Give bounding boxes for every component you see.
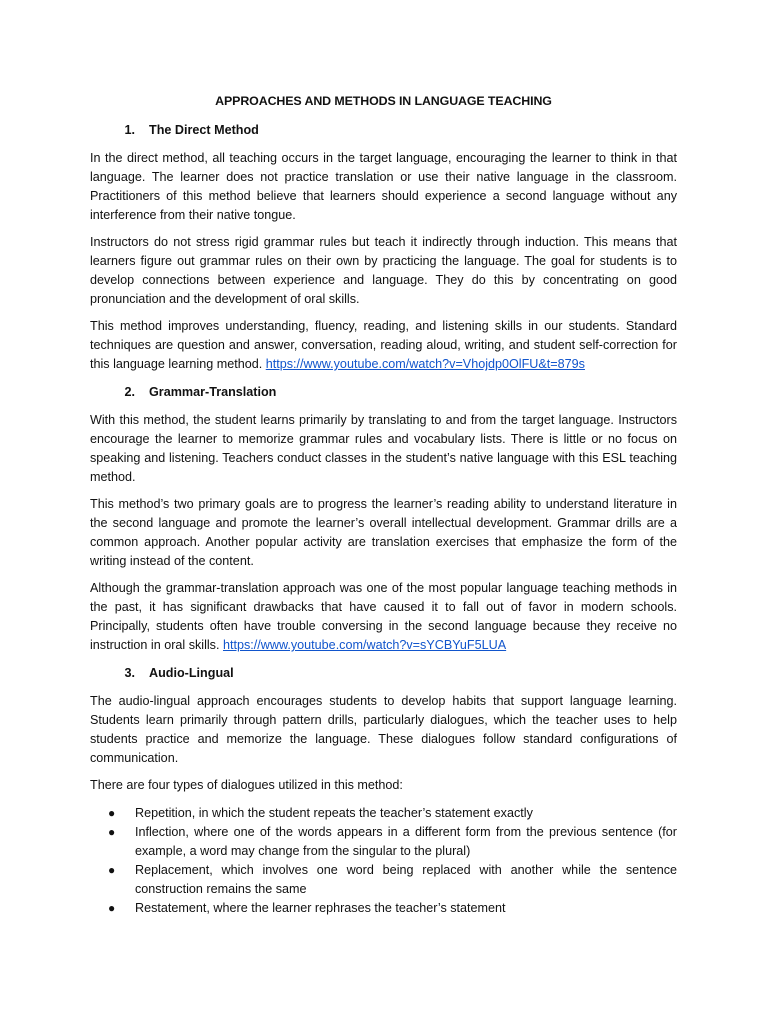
bullet-icon: ●: [108, 806, 116, 820]
list-item: [90, 861, 677, 899]
section-heading-grammar-translation: [90, 383, 677, 402]
youtube-link[interactable]: https://www.youtube.com/watch?v=sYCBYuF5LUA: [222, 638, 507, 652]
list-item: [90, 804, 677, 823]
paragraph-with-link: [90, 579, 677, 655]
bullet-icon: ●: [108, 863, 116, 877]
bullet-icon: ●: [108, 825, 116, 839]
dialogue-types-list: [90, 804, 677, 918]
paragraph: There are four types of dialogues utilized in this method:: [90, 778, 403, 792]
paragraph: The audio-lingual approach encourages students to develop habits that support language learning. Students learn primarily through pattern drills, particularly dialogues, which the teacher uses to help students practice and memorize the language. These dialogues follow standard configurations of communication.: [90, 694, 677, 765]
section-number: 1.: [124, 123, 135, 137]
section-title: The Direct Method: [149, 123, 259, 137]
document-title: APPROACHES AND METHODS IN LANGUAGE TEACHING: [215, 94, 552, 108]
paragraph: In the direct method, all teaching occurs in the target language, encouraging the learner to think in that language. The learner does not practice translation or use their native language in the classroom. Practitioners of this method believe that learners should experience a second language without any interference from their native tongue.: [90, 151, 677, 222]
paragraph-with-link: [90, 317, 677, 374]
list-item-text: Restatement, where the learner rephrases the teacher’s statement: [135, 901, 506, 915]
section-number: 2.: [124, 385, 135, 399]
list-item-text: Inflection, where one of the words appears in a different form from the previous sentence (for example, a word may change from the singular to the plural): [135, 825, 677, 858]
paragraph-text: This method improves understanding, fluency, reading, and listening skills in our students. Standard techniques are question and answer, conversation, reading aloud, writing, and student self-correction for this language learning method.: [90, 319, 677, 371]
document-page: [90, 92, 677, 918]
paragraph: With this method, the student learns primarily by translating to and from the target language. Instructors encourage the learner to memorize grammar rules and vocabulary lists. There is little or no focus on speaking and listening. Teachers conduct classes in the student’s native language with this ESL teaching method.: [90, 413, 677, 484]
section-title: Grammar-Translation: [149, 385, 277, 399]
list-item-text: Repetition, in which the student repeats the teacher’s statement exactly: [135, 806, 533, 820]
paragraph-text: Although the grammar-translation approach was one of the most popular language teaching methods in the past, it has significant drawbacks that have caused it to fall out of favor in modern schools. Principally, students often have trouble conversing in the second language because they receive no instruction in oral skills.: [90, 581, 677, 652]
paragraph: Instructors do not stress rigid grammar rules but teach it indirectly through induction. This means that learners figure out grammar rules on their own by practicing the language. The goal for students is to develop connections between experience and language. They do this by concentrating on good pronunciation and the development of oral skills.: [90, 235, 677, 306]
section-heading-direct-method: [90, 121, 677, 140]
section-number: 3.: [124, 666, 135, 680]
section-title: Audio-Lingual: [149, 666, 234, 680]
list-item-text: Replacement, which involves one word being replaced with another while the sentence construction remains the same: [135, 863, 677, 896]
paragraph: This method’s two primary goals are to progress the learner’s reading ability to understand literature in the second language and promote the learner’s overall intellectual development. Grammar drills are a common approach. Another popular activity are translation exercises that emphasize the form of the writing instead of the content.: [90, 497, 677, 568]
list-item: [90, 899, 677, 918]
bullet-icon: ●: [108, 901, 116, 915]
list-item: [90, 823, 677, 861]
section-heading-audio-lingual: [90, 664, 677, 683]
youtube-link[interactable]: https://www.youtube.com/watch?v=Vhojdp0OlFU&t=879s: [265, 357, 585, 371]
